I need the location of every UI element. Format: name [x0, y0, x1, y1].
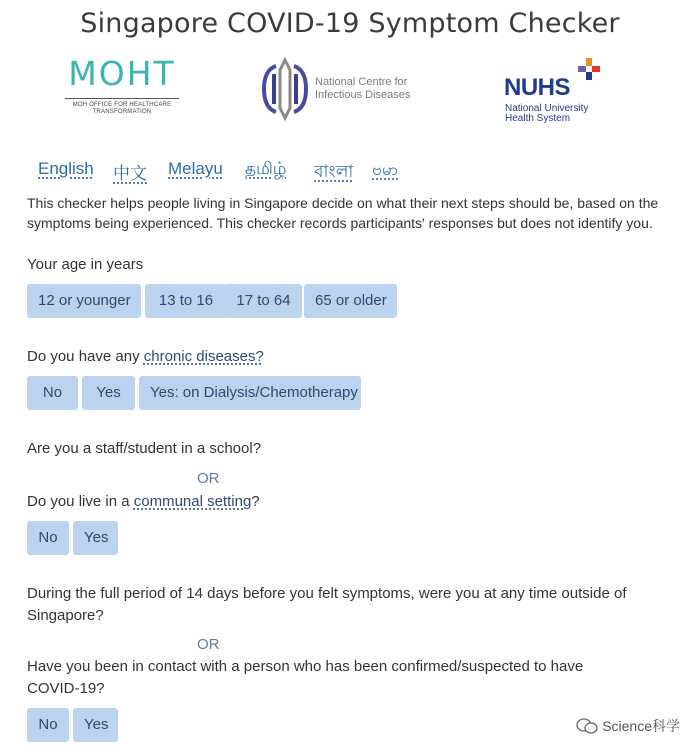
lang-english[interactable]: English [38, 159, 94, 178]
travel-question-line1: During the full period of 14 days before you felt symptoms, were you at any time outside of [27, 585, 627, 602]
contact-question-line2: COVID-19? [27, 680, 105, 697]
age-12-or-younger-button[interactable]: 12 or younger [27, 284, 141, 318]
chronic-diseases-link[interactable]: chronic diseases? [143, 348, 264, 365]
nuhs-logo-sub1: National University [505, 103, 589, 114]
lang-bengali[interactable]: বাংলা [314, 162, 354, 181]
contact-question-line1: Have you been in contact with a person who has been confirmed/suspected to have [27, 658, 584, 675]
moht-logo-rule [65, 98, 179, 99]
contact-question [27, 656, 583, 700]
nuhs-logo-sub [505, 104, 588, 124]
school-yes-button[interactable]: Yes [73, 521, 118, 555]
moht-logo [62, 56, 182, 126]
chat-bubble-icon [576, 717, 598, 735]
nuhs-logo-sub2: Health System [505, 113, 571, 124]
moht-logo-word: MOHT [68, 54, 176, 93]
or-separator: OR [197, 636, 220, 653]
nuhs-logo [504, 56, 614, 126]
school-no-button[interactable]: No [27, 521, 69, 555]
chronic-yes-button[interactable]: Yes [82, 376, 135, 410]
travel-question-line2: Singapore? [27, 607, 104, 624]
ncid-emblem-icon [262, 56, 308, 122]
communal-question-suffix: ? [251, 493, 260, 510]
lang-malay[interactable]: Melayu [168, 159, 223, 178]
ncid-logo-line1: National Centre for [315, 76, 408, 88]
age-65-or-older-button[interactable]: 65 or older [304, 284, 397, 318]
chronic-question-prefix: Do you have any [27, 348, 144, 365]
age-13-to-16-button[interactable]: 13 to 16 [145, 284, 227, 318]
travel-question [27, 583, 626, 627]
communal-question [27, 491, 260, 513]
communal-setting-link[interactable]: communal setting [133, 493, 252, 510]
travel-no-button[interactable]: No [27, 708, 69, 742]
nuhs-cross-icon [576, 56, 602, 82]
chronic-dialysis-button[interactable]: Yes: on Dialysis/Chemotherapy [139, 376, 361, 410]
chronic-question [27, 346, 264, 368]
communal-question-prefix: Do you live in a [27, 493, 134, 510]
chronic-no-button[interactable]: No [27, 376, 78, 410]
ncid-logo-line2: Infectious Diseases [315, 89, 411, 101]
moht-logo-sub1: MOH OFFICE FOR HEALTHCARE [72, 102, 172, 108]
watermark [576, 716, 680, 736]
travel-yes-button[interactable]: Yes [73, 708, 118, 742]
watermark-text: Science科学 [602, 718, 680, 734]
lang-tamil[interactable]: தமிழ் [245, 159, 287, 178]
age-question: Your age in years [27, 256, 144, 273]
intro-text: This checker helps people living in Singapore decide on what their next steps should be, based on the symptoms being experienced. This checker records participants' responses but does not identify you. [27, 195, 659, 231]
moht-logo-sub2: TRANSFORMATION [92, 109, 152, 115]
lang-burmese[interactable]: ဗမာ [372, 160, 399, 179]
lang-chinese[interactable]: 中文 [113, 164, 147, 183]
page-title: Singapore COVID-19 Symptom Checker [80, 8, 620, 39]
or-separator: OR [197, 470, 220, 487]
school-question: Are you a staff/student in a school? [27, 440, 262, 457]
nuhs-logo-word: NUHS [504, 74, 571, 101]
age-17-to-64-button[interactable]: 17 to 64 [225, 284, 302, 318]
ncid-logo-text [315, 76, 410, 102]
ncid-logo [262, 56, 442, 126]
